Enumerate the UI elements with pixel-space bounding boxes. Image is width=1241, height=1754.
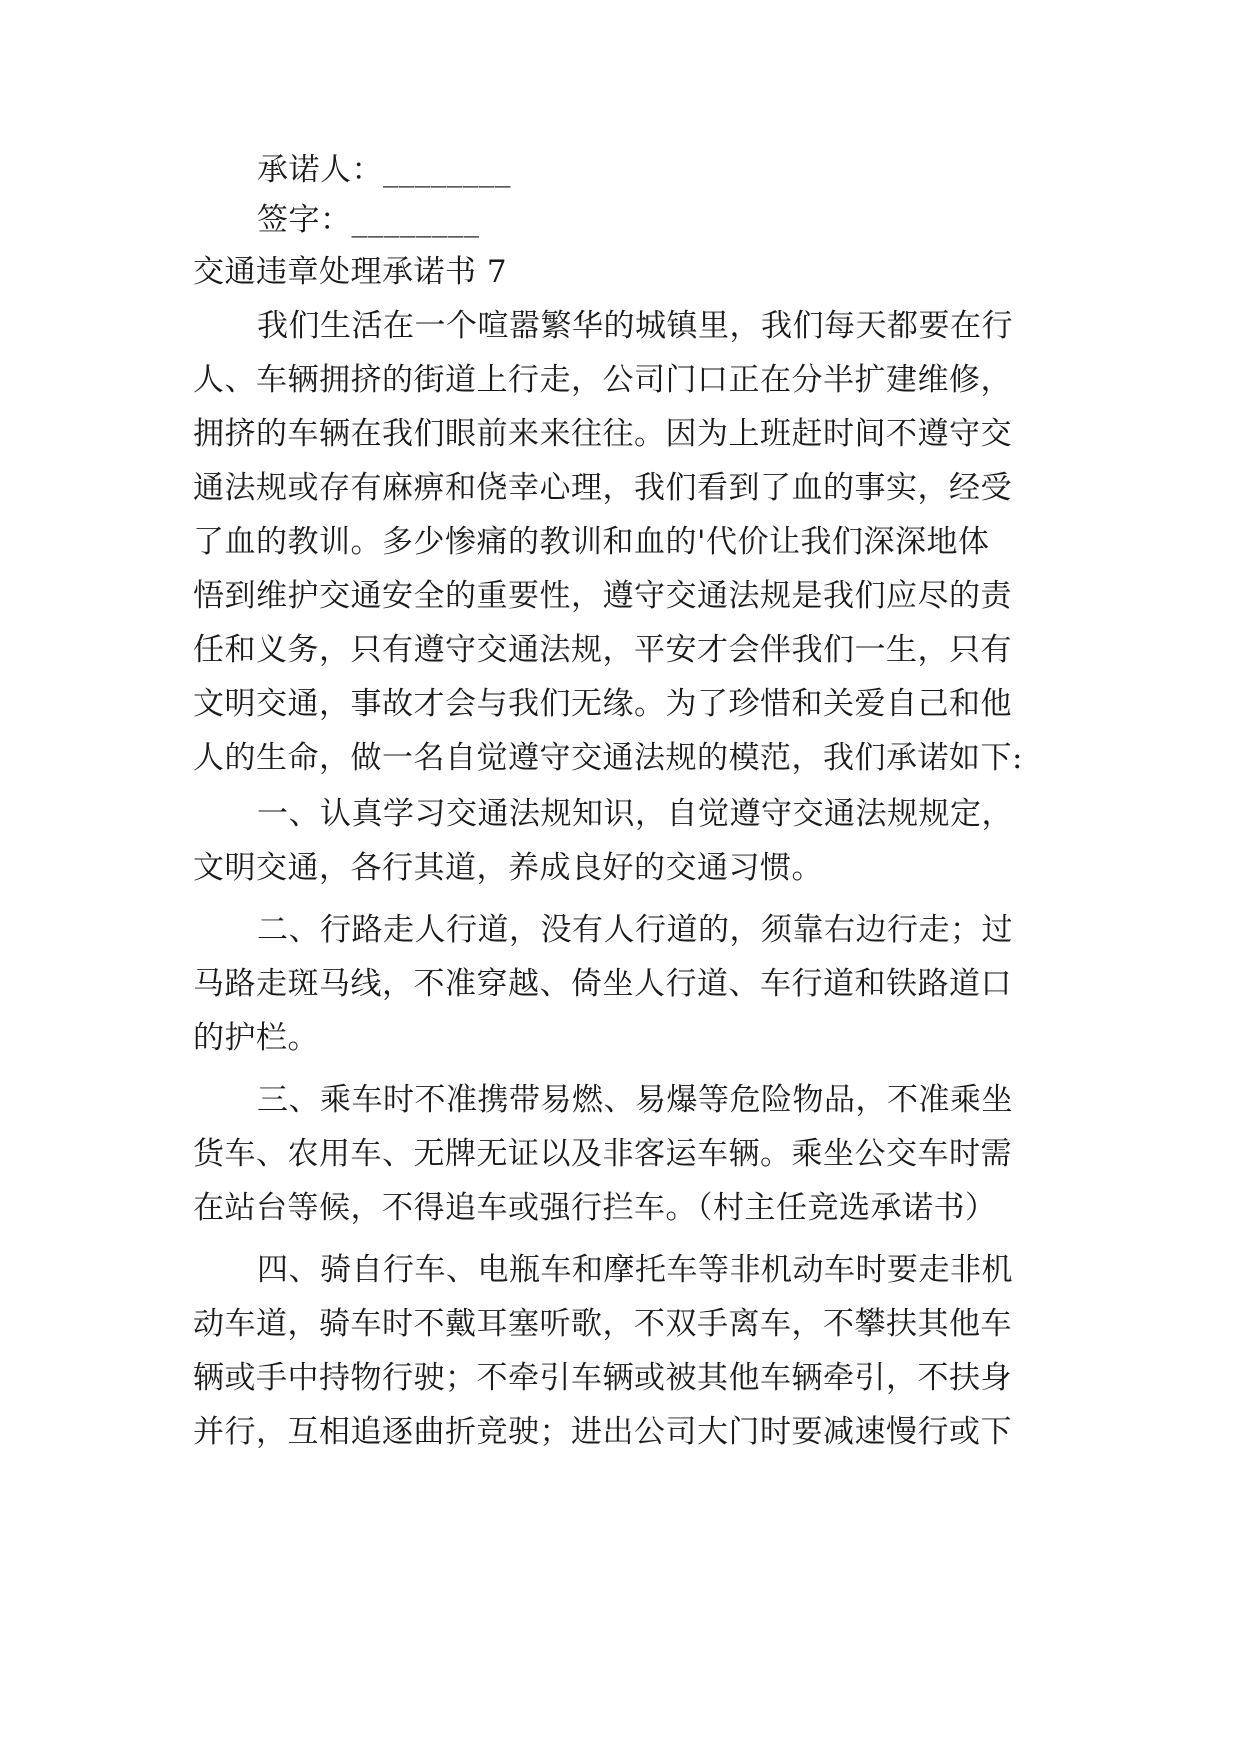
clause-three-line: 在站台等候，不得追车或强行拦车。（村主任竞选承诺书） [193, 1190, 997, 1226]
clause-two-line: 的护栏。 [193, 1020, 319, 1056]
clause-three-line: 三、乘车时不准携带易燃、易爆等危险物品，不准乘坐 [257, 1082, 1013, 1118]
clause-four-line: 辆或手中持物行驶；不牵引车辆或被其他车辆牵引，不扶身 [193, 1360, 1012, 1396]
paragraph-line: 悟到维护交通安全的重要性，遵守交通法规是我们应尽的责 [193, 578, 1012, 614]
clause-four-line: 并行，互相追逐曲折竞驶；进出公司大门时要减速慢行或下 [193, 1414, 1012, 1450]
clause-one-line: 一、认真学习交通法规知识，自觉遵守交通法规规定， [257, 796, 1013, 832]
paragraph-line: 任和义务，只有遵守交通法规，平安才会伴我们一生，只有 [193, 632, 1012, 668]
paragraph-line: 人、车辆拥挤的街道上行走，公司门口正在分半扩建维修， [193, 362, 1012, 398]
clause-one-line: 文明交通，各行其道，养成良好的交通习惯。 [193, 850, 823, 886]
clause-four-line: 动车道，骑车时不戴耳塞听歌，不双手离车，不攀扶其他车 [193, 1306, 1012, 1342]
promisor-line: 承诺人：________ [257, 152, 511, 188]
paragraph-line: 文明交通，事故才会与我们无缘。为了珍惜和关爱自己和他 [193, 686, 1012, 722]
clause-three-line: 货车、农用车、无牌无证以及非客运车辆。乘坐公交车时需 [193, 1136, 1012, 1172]
paragraph-line: 人的生命，做一名自觉遵守交通法规的模范，我们承诺如下: [193, 740, 1023, 776]
paragraph-line: 我们生活在一个喧嚣繁华的城镇里，我们每天都要在行 [257, 308, 1013, 344]
paragraph-line: 了血的教训。多少惨痛的教训和血的'代价让我们深深地体 [193, 524, 990, 560]
signature-line: 签字：________ [257, 202, 480, 238]
clause-four-line: 四、骑自行车、电瓶车和摩托车等非机动车时要走非机 [257, 1252, 1013, 1288]
clause-two-line: 马路走斑马线，不准穿越、倚坐人行道、车行道和铁路道口 [193, 966, 1012, 1002]
clause-two-line: 二、行路走人行道，没有人行道的，须靠右边行走；过 [257, 912, 1013, 948]
paragraph-line: 通法规或存有麻痹和侥幸心理，我们看到了血的事实，经受 [193, 470, 1012, 506]
paragraph-line: 拥挤的车辆在我们眼前来来往往。因为上班赶时间不遵守交 [193, 416, 1012, 452]
section-title: 交通违章处理承诺书 7 [193, 254, 508, 290]
